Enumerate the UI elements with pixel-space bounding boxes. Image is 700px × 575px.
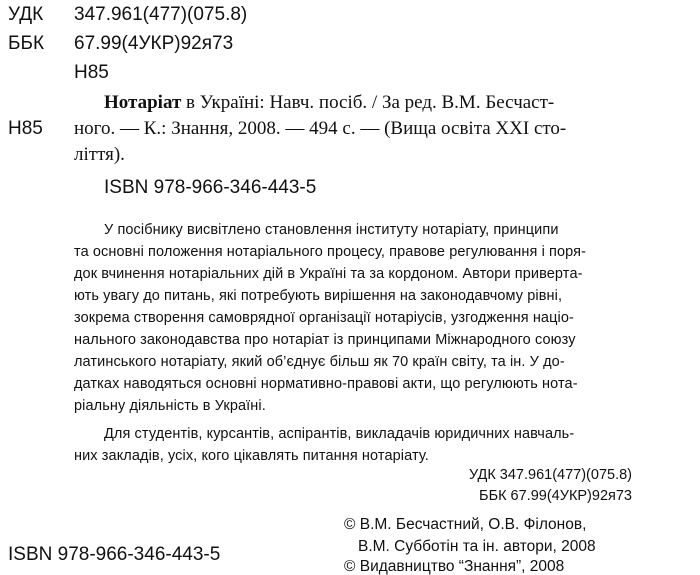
abstract-line-5: зокрема створення самоврядної організації нотаріусів, узгодження націо-: [74, 310, 574, 326]
abstract-line-1: У посібнику висвітлено становлення інституту нотаріату, принципи: [104, 222, 559, 238]
copyright-line-3: © Видавництво “Знання”, 2008: [344, 558, 565, 575]
abstract-line-2: та основні положення нотаріального процесу, правове регулювання і поря-: [74, 244, 587, 260]
isbn-top: ISBN 978-966-346-443-5: [104, 177, 317, 198]
biblio-line-3: ліття).: [74, 144, 125, 165]
biblio-line-1: [104, 90, 554, 116]
abstract-line-9: ріальну діяльність в Україні.: [74, 398, 266, 414]
udk-value: 347.961(477)(075.8): [74, 4, 248, 25]
bbk-label: ББК: [8, 33, 45, 54]
bbk-code-right: ББК 67.99(4УКР)92я73: [479, 488, 632, 504]
copyright-line-1: © В.М. Бесчастний, О.В. Філонов,: [344, 516, 587, 533]
biblio-line-2: ного. — К.: Знання, 2008. — 494 с. — (Вища освіта XXI сто-: [74, 118, 567, 139]
author-sign: Н85: [74, 62, 109, 83]
abstract-line-3: док вчинення нотаріальних дій в Україні та за кордоном. Автори привертa-: [74, 266, 583, 282]
audience-line-2: них закладів, усіх, кого цікавлять питання нотаріату.: [74, 448, 429, 464]
abstract-line-8: датках наводяться основні нормативно-правові акти, що регулюють нота-: [74, 376, 578, 392]
udk-label: УДК: [8, 4, 44, 25]
side-author-sign: Н85: [8, 118, 43, 139]
abstract-line-4: ють увагу до питань, які потребують вирішення на законодавчому рівні,: [74, 288, 563, 304]
abstract-line-6: нального законодавства про нотаріат із принципами Міжнародного союзу: [74, 332, 576, 348]
abstract-line-7: латинського нотаріату, який об’єднує більш як 70 країн світу, та ін. У до-: [74, 354, 565, 370]
copyright-line-2: В.М. Субботін та ін. автори, 2008: [358, 538, 596, 555]
biblio-line-1-rest: в Україні: Навч. посіб. / За ред. В.М. Бесчаст-: [181, 92, 555, 113]
isbn-bottom: ISBN 978-966-346-443-5: [8, 544, 221, 565]
book-title: Нотаріат: [104, 92, 182, 113]
audience-line-1: Для студентів, курсантів, аспірантів, викладачів юридичних навчаль-: [104, 426, 575, 442]
bbk-value: 67.99(4УКР)92я73: [74, 33, 234, 54]
udk-code-right: УДК 347.961(477)(075.8): [468, 467, 632, 483]
